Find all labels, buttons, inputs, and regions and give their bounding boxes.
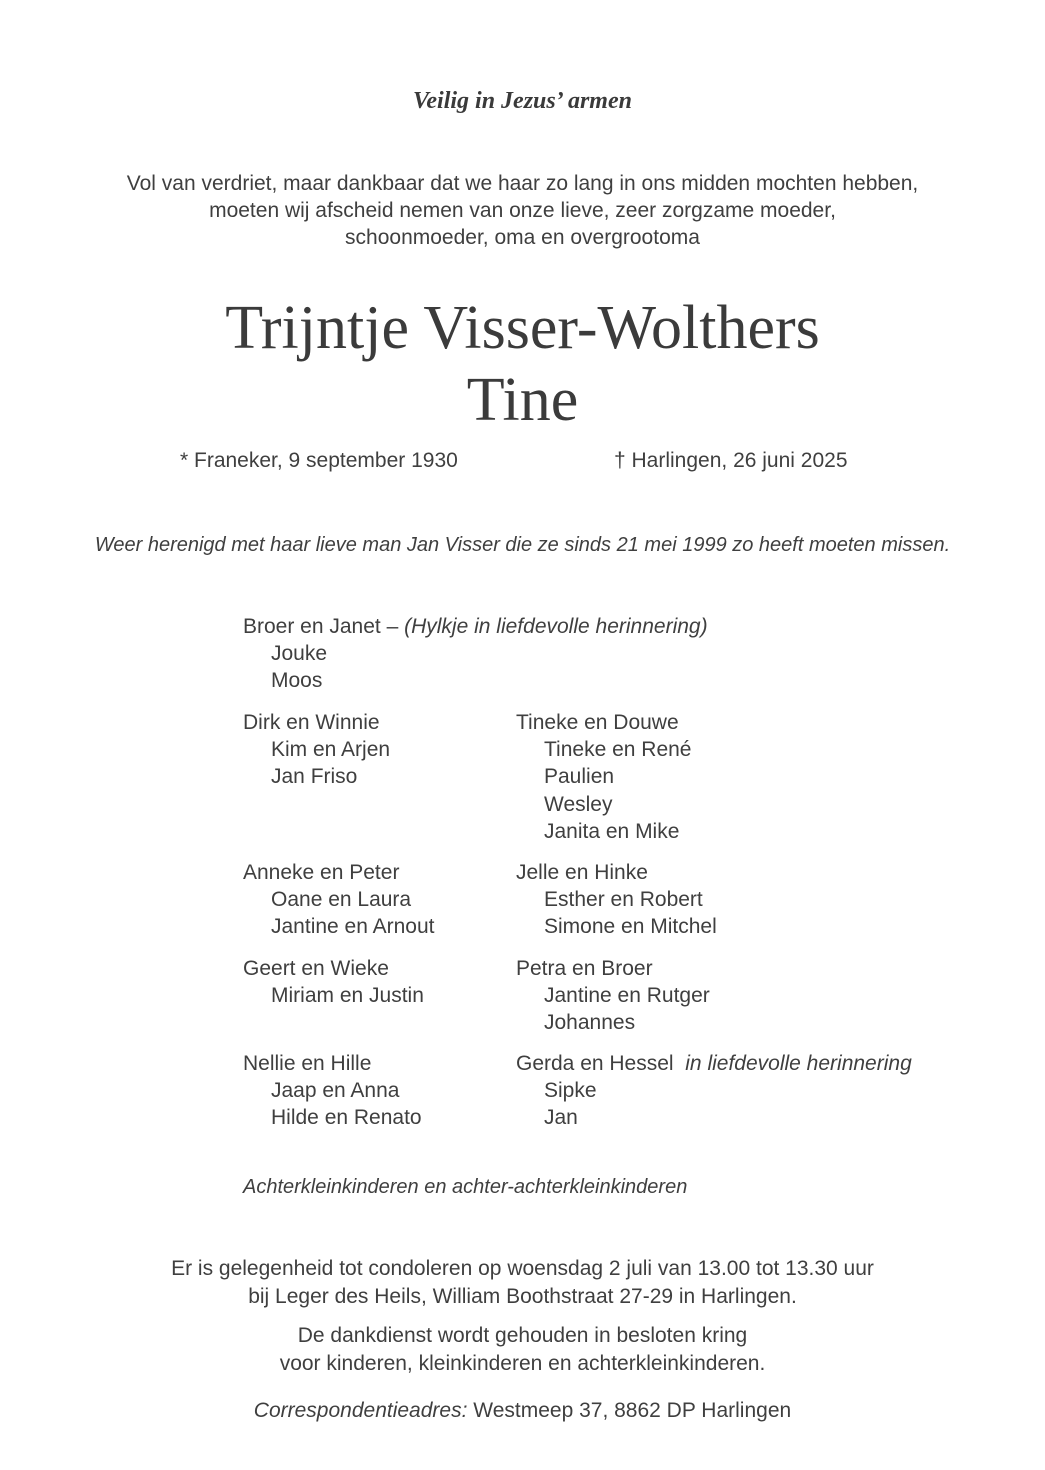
- family-child: Janita en Mike: [544, 819, 680, 843]
- family-child: Esther en Robert: [544, 888, 703, 912]
- full-name: Trijntje Visser-Wolthers: [225, 294, 820, 362]
- motto: Veilig in Jezus’ armen: [413, 88, 632, 114]
- correspondence-address: [0, 1399, 1045, 1423]
- memorial-note: (Hylkje in liefdevolle herinnering): [404, 615, 708, 638]
- address-label: Correspondentieadres:: [253, 1399, 468, 1422]
- family-group-jelle: [516, 859, 717, 941]
- intro-text: [0, 170, 1045, 251]
- intro-line: moeten wij afscheid nemen van onze lieve, zeer zorgzame moeder,: [209, 199, 836, 222]
- intro-line: Vol van verdriet, maar dankbaar dat we haar zo lang in ons midden mochten hebben,: [126, 172, 919, 195]
- family-head-name: Gerda en Hessel: [516, 1052, 674, 1075]
- family-child: Jantine en Rutger: [544, 984, 710, 1008]
- birth-date: * Franeker, 9 september 1930: [180, 449, 458, 472]
- great-grandchildren: Achterkleinkinderen en achter-achterkleinkinderen: [243, 1176, 688, 1198]
- memorial-note: in liefdevolle herinnering: [685, 1052, 912, 1075]
- family-child: Hilde en Renato: [271, 1106, 422, 1130]
- family-head: [243, 613, 708, 640]
- family-group-petra: [516, 955, 710, 1037]
- family-group-broer: [243, 613, 708, 695]
- condolence-line: bij Leger des Heils, William Boothstraat 27-29 in Harlingen.: [248, 1285, 797, 1308]
- family-child: Jouke: [271, 642, 328, 666]
- family-head: Dirk en Winnie: [243, 711, 380, 734]
- family-group-geert: [243, 955, 424, 1009]
- service-info: [0, 1322, 1045, 1378]
- family-group-gerda: [516, 1050, 912, 1132]
- death-date: † Harlingen, 26 juni 2025: [614, 449, 848, 472]
- family-child: Jantine en Arnout: [271, 915, 435, 939]
- family-child: Tineke en René: [544, 738, 692, 762]
- family-head: Geert en Wieke: [243, 957, 389, 980]
- service-line: voor kinderen, kleinkinderen en achterkleinkinderen.: [279, 1352, 766, 1375]
- family-child: Miriam en Justin: [271, 984, 424, 1008]
- family-group-anneke: [243, 859, 434, 941]
- reunion-text: Weer herenigd met haar lieve man Jan Visser die ze sinds 21 mei 1999 zo heeft moeten missen.: [94, 534, 951, 556]
- address-value: Westmeep 37, 8862 DP Harlingen: [467, 1399, 792, 1422]
- family-group-nellie: [243, 1050, 422, 1132]
- family-head-name: Broer en Janet –: [243, 615, 405, 638]
- family-child: Simone en Mitchel: [544, 915, 717, 939]
- family-head: Tineke en Douwe: [516, 711, 679, 734]
- family-child: Paulien: [544, 765, 615, 789]
- family-head: [516, 1050, 912, 1077]
- family-group-dirk: [243, 709, 390, 791]
- family-child: Jan Friso: [271, 765, 358, 789]
- deceased-name: [0, 292, 1045, 436]
- family-group-tineke: [516, 709, 691, 845]
- family-child: Moos: [271, 669, 323, 693]
- family-child: Johannes: [544, 1011, 636, 1035]
- service-line: De dankdienst wordt gehouden in besloten kring: [297, 1324, 748, 1347]
- family-head: Anneke en Peter: [243, 861, 400, 884]
- family-child: Jaap en Anna: [271, 1079, 400, 1103]
- family-head: Nellie en Hille: [243, 1052, 372, 1075]
- condolence-line: Er is gelegenheid tot condoleren op woensdag 2 juli van 13.00 tot 13.30 uur: [171, 1257, 874, 1280]
- nickname: Tine: [466, 366, 579, 434]
- family-child: Wesley: [544, 792, 613, 816]
- family-child: Sipke: [544, 1079, 597, 1103]
- condolence-info: [0, 1255, 1045, 1311]
- family-head: Jelle en Hinke: [516, 861, 648, 884]
- intro-line: schoonmoeder, oma en overgrootoma: [345, 226, 700, 249]
- family-child: Jan: [544, 1106, 578, 1130]
- family-head: Petra en Broer: [516, 957, 653, 980]
- family-child: Oane en Laura: [271, 888, 412, 912]
- family-child: Kim en Arjen: [271, 738, 391, 762]
